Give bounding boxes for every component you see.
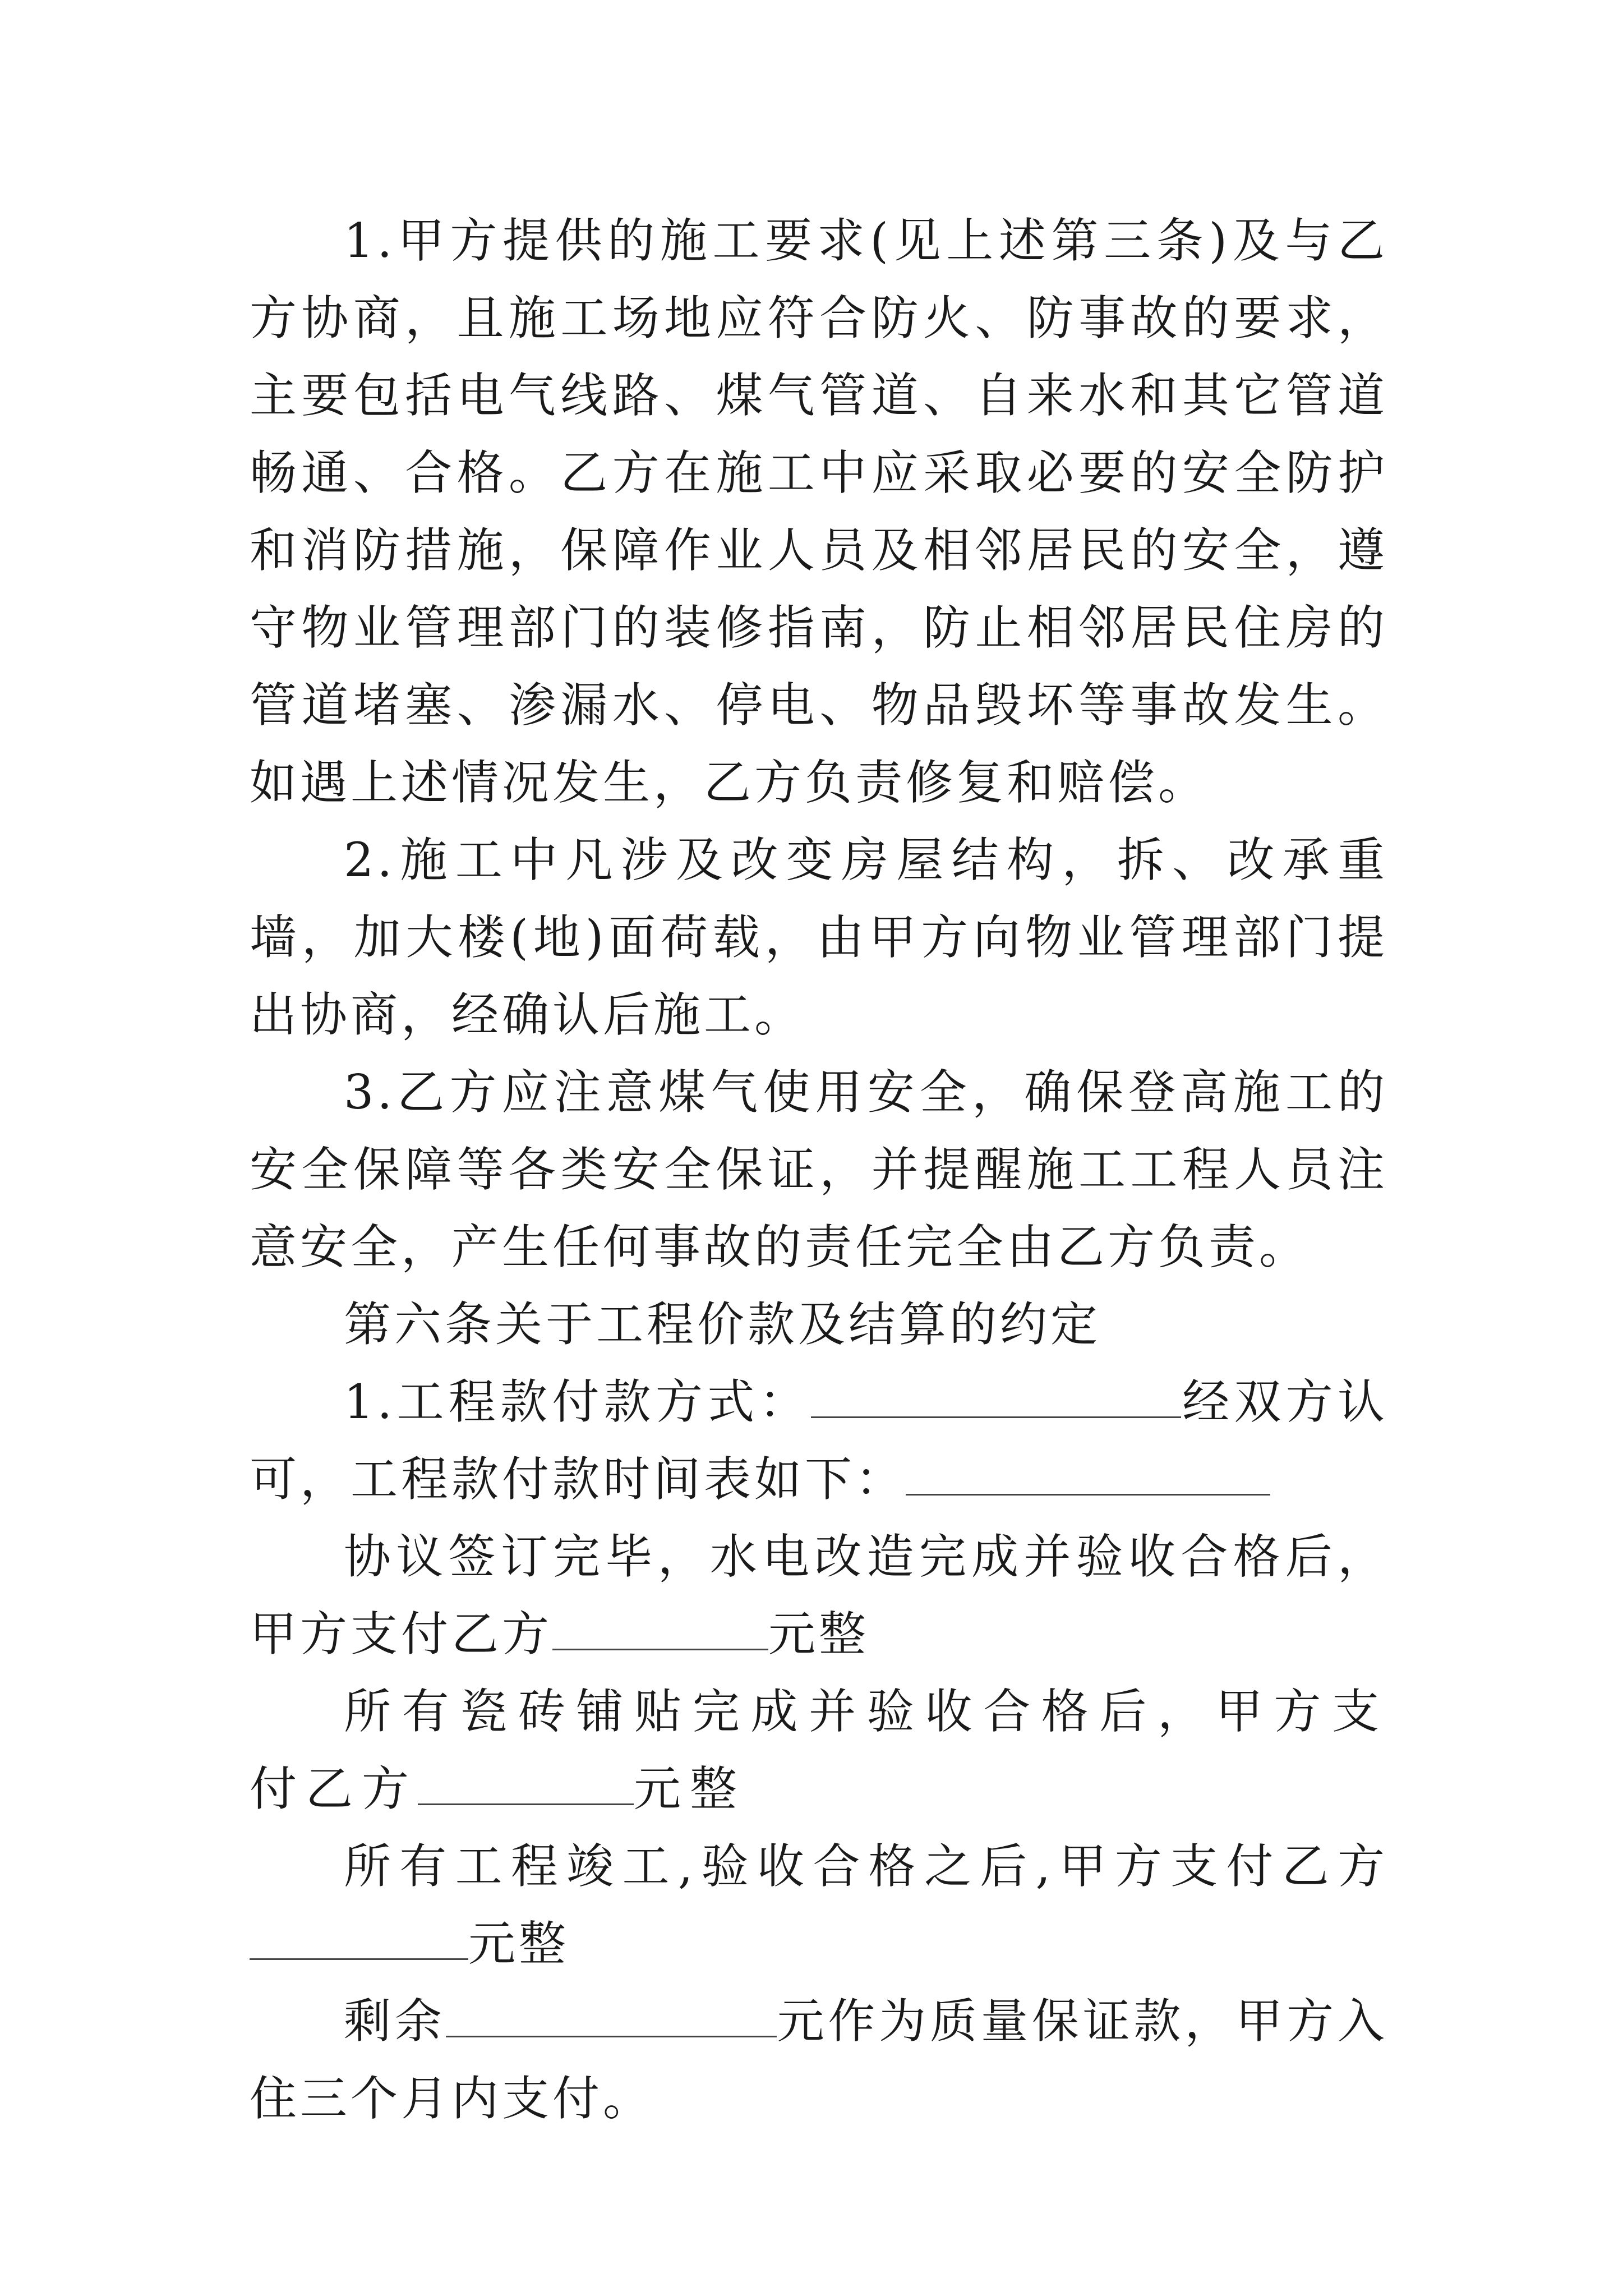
- payment-stage-1-text: 协议签订完毕，水电改造完成并验收合格后，甲方支付乙方: [250, 1529, 1388, 1662]
- payment-retention-text: 元作为质量保证款，甲方入住三个月内支付。: [250, 1994, 1388, 2126]
- payment-schedule-label: 工程款付款时间表如下：: [351, 1452, 906, 1507]
- payment-stage-2: [250, 1673, 1388, 1828]
- clause-2-structure: 2.施工中凡涉及改变房屋结构，拆、改承重墙，加大楼(地)面荷载，由甲方向物业管理部门提出协商，经确认后施工。: [250, 832, 1388, 1042]
- payment-retention: [250, 1982, 1388, 2137]
- payment-stage-1-blank[interactable]: [552, 1609, 768, 1650]
- payment-method-label: 1.工程款付款方式：: [344, 1374, 811, 1429]
- clause-3-gas-safety: 3.乙方应注意煤气使用安全，确保登高施工的安全保障等各类安全保证，并提醒施工工程人员注意安全，产生任何事故的责任完全由乙方负责。: [250, 1065, 1388, 1274]
- payment-stage-2-unit: 元整: [634, 1761, 746, 1816]
- payment-stage-3-blank[interactable]: [250, 1919, 468, 1960]
- document-body: [250, 202, 1388, 2137]
- payment-method-line: [250, 1363, 1388, 1518]
- payment-stage-3-unit: 元整: [468, 1916, 570, 1971]
- payment-schedule-blank[interactable]: [906, 1455, 1270, 1496]
- clause-1-safety: 1.甲方提供的施工要求(见上述第三条)及与乙方协商，且施工场地应符合防火、防事故的要求，主要包括电气线路、煤气管道、自来水和其它管道畅通、合格。乙方在施工中应采取必要的安全防护和消防措施，保障作业人员及相邻居民的安全，遵守物业管理部门的装修指南，防止相邻居民住房的管道堵塞、渗漏水、停电、物品毁坏等事故发生。如遇上述情况发生，乙方负责修复和赔偿。: [250, 213, 1388, 810]
- payment-stage-1: [250, 1518, 1388, 1673]
- payment-stage-3-text: 所有工程竣工,验收合格之后,甲方支付乙方: [344, 1839, 1388, 1894]
- payment-stage-2-text: 所有瓷砖铺贴完成并验收合格后，甲方支付乙方: [250, 1684, 1388, 1816]
- payment-stage-2-blank[interactable]: [418, 1764, 634, 1805]
- payment-stage-3: [250, 1828, 1388, 1982]
- payment-stage-1-unit: 元整: [768, 1607, 870, 1662]
- payment-retention-blank[interactable]: [446, 1996, 777, 2037]
- payment-retention-label: 剩余: [344, 1994, 446, 2049]
- article-6-heading: 第六条关于工程价款及结算的约定: [344, 1297, 1101, 1352]
- payment-method-agreed: 经双方认可，: [250, 1374, 1388, 1507]
- payment-method-blank[interactable]: [811, 1377, 1181, 1418]
